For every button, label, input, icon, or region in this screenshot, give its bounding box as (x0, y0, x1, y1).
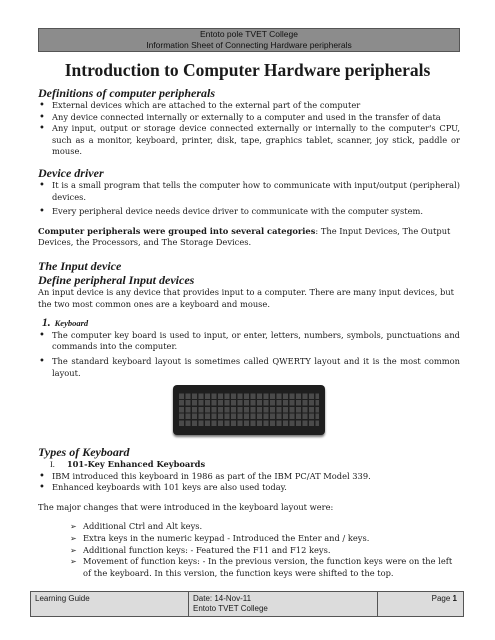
changes-list (38, 521, 460, 579)
list-item: • The standard keyboard layout is sometimes called QWERTY layout and it is the most common layout. (38, 356, 460, 379)
document-title: Introduction to Computer Hardware peripherals (64, 60, 431, 80)
header-college: Entoto pole TVET College (200, 29, 298, 39)
footer-date: Date: 14-Nov-11 (193, 594, 252, 603)
page-label: Page (431, 594, 451, 603)
definitions-heading: Definitions of computer peripherals (38, 86, 216, 100)
footer-date-cell (189, 592, 378, 616)
device-driver-list (38, 180, 460, 218)
page-footer (30, 591, 464, 617)
list-item: • It is a small program that tells the computer how to communicate with input/output (peripheral) devices. (38, 180, 460, 203)
types-list (38, 471, 460, 494)
device-driver-heading: Device driver (38, 165, 104, 180)
types-subheading (38, 459, 460, 471)
input-device-subheading: Define peripheral Input devices (38, 272, 195, 287)
list-item: • Every peripheral device needs device driver to communicate with the computer system. (38, 206, 460, 218)
list-item: • Any device connected internally or externally to a computer and used in the transfer of data (38, 112, 460, 124)
categories-text: : The Input Devices, The Output Devices, the Processors, and The Storage Devices. (38, 225, 451, 248)
keyboard-heading (38, 318, 460, 330)
footer-college: Entoto TVET College (193, 604, 268, 613)
input-device-paragraph: An input device is any device that provides input to a computer. There are many input devices, but the two most common ones are a keyboard and mouse. (38, 286, 455, 309)
categories-bold: Computer peripherals were grouped into several categories (38, 225, 316, 236)
list-item: ➢ Additional Ctrl and Alt keys. (70, 521, 460, 533)
list-item: • External devices which are attached to the external part of the computer (38, 100, 460, 112)
list-item: ➢ Movement of function keys: - In the previous version, the function keys were on the left of the keyboard. In this version, the function keys were shifted to the top. (70, 556, 460, 579)
keyboard-image (173, 385, 325, 435)
page-number: 1 (452, 594, 457, 603)
list-item: • IBM introduced this keyboard in 1986 as part of the IBM PC/AT Model 339. (38, 471, 460, 483)
document-body (38, 86, 460, 579)
categories-paragraph (38, 226, 460, 249)
keyboard-label: Keyboard (54, 318, 89, 329)
types-subheading-text: 101-Key Enhanced Keyboards (66, 459, 206, 470)
keyboard-keys (179, 392, 319, 426)
list-item: • Enhanced keyboards with 101 keys are also used today. (38, 482, 460, 494)
list-item: • The computer key board is used to input, or enter, letters, numbers, symbols, punctuations and commands into the computer. (38, 330, 460, 353)
definitions-list (38, 100, 460, 158)
changes-intro: The major changes that were introduced in the keyboard layout were: (38, 501, 334, 512)
list-item: • Any input, output or storage device connected externally or internally to the computer's CPU, such as a monitor, keyboard, printer, disk, tape, graphics tablet, scanner, joy stick, paddle or mouse. (38, 123, 460, 158)
footer-guide: Learning Guide (31, 592, 189, 616)
page-header (38, 28, 460, 52)
roman-numeral: I. (50, 460, 55, 470)
keyboard-number: 1. (42, 317, 51, 330)
types-heading: Types of Keyboard (38, 445, 130, 460)
input-device-heading: The Input device (38, 258, 122, 273)
list-item: ➢ Extra keys in the numeric keypad - Introduced the Enter and / keys. (70, 533, 460, 545)
footer-page (378, 592, 463, 616)
list-item: ➢ Additional function keys: - Featured the F11 and F12 keys. (70, 545, 460, 557)
header-sheet-title: Information Sheet of Connecting Hardware peripherals (146, 39, 352, 50)
keyboard-list (38, 330, 460, 379)
